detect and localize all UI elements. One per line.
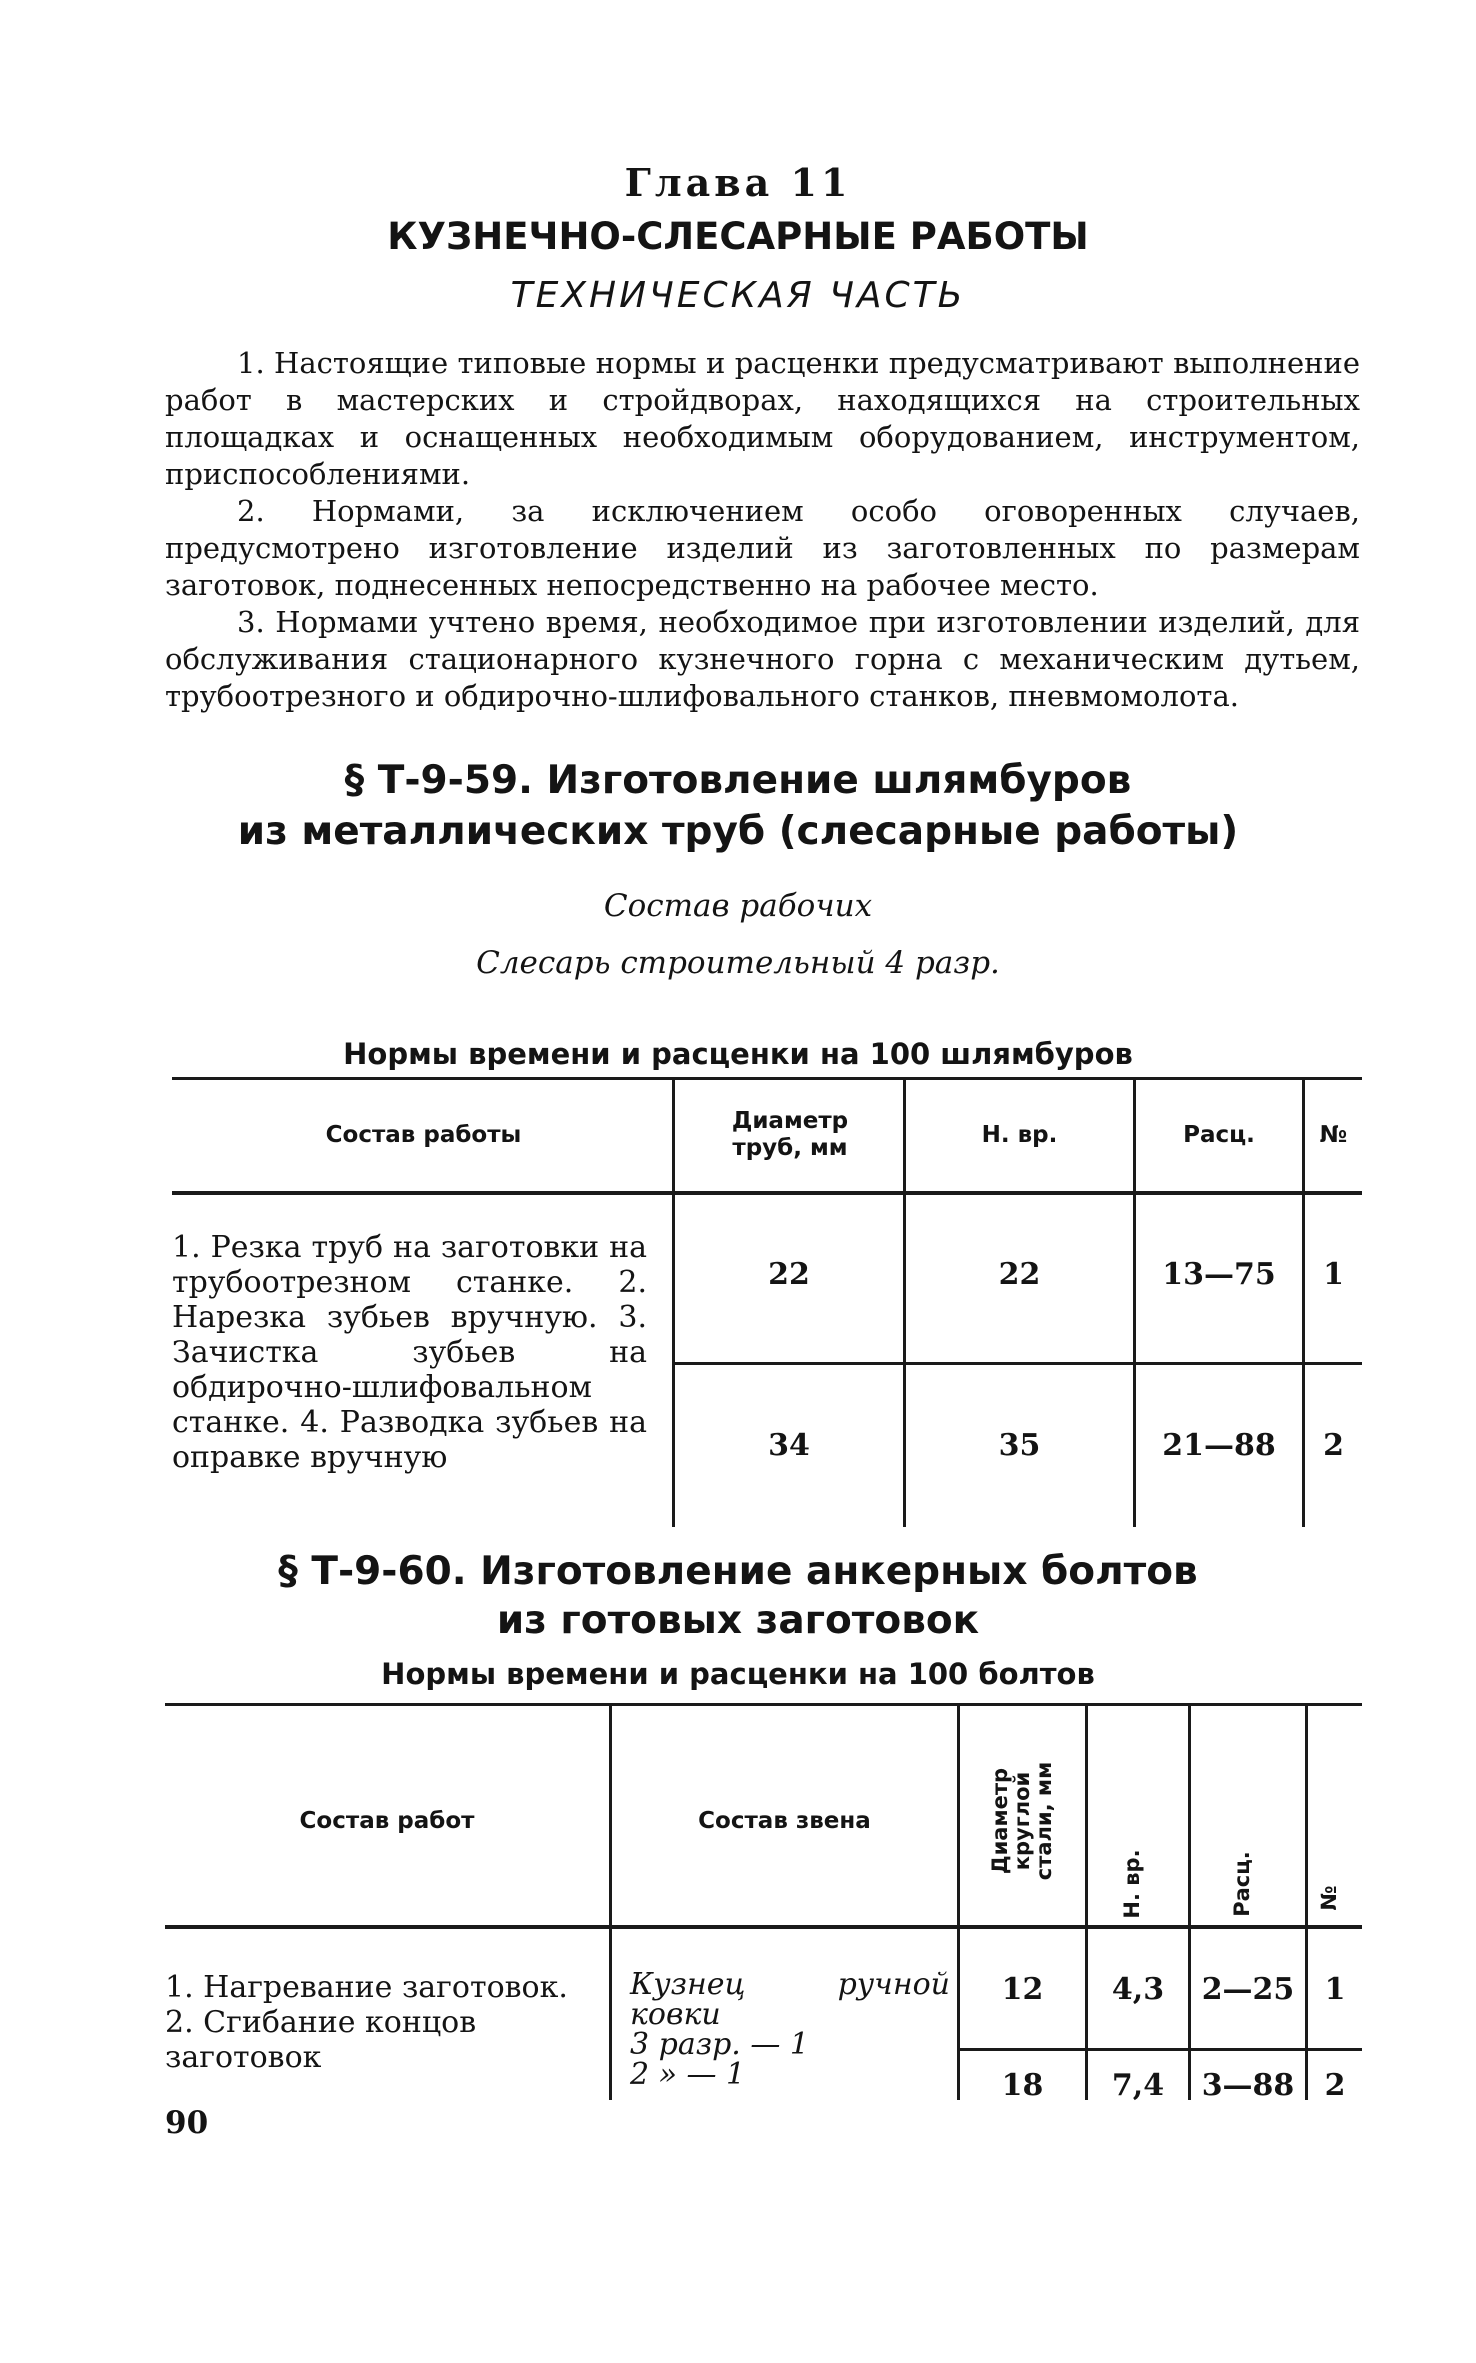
header-rate: Расц. (1183, 1122, 1255, 1148)
table-60-caption: Нормы времени и расценки на 100 болтов (381, 1657, 1095, 1691)
chapter-label: Глава 11 (624, 160, 852, 205)
header-diameter: Диаметр труб, мм (731, 1108, 849, 1161)
table-60-header-rule (165, 1925, 1362, 1929)
section-59-title-line1: § Т-9-59. Изготовление шлямбуров (344, 758, 1132, 803)
header-crew: Состав звена (698, 1808, 871, 1834)
header-work: Состав работ (299, 1808, 475, 1834)
paragraph-3: 3. Нормами учтено время, необходимое при изготовлении изделий, для обслуживания стационарного кузнечного горна с механическим дутьем, трубоотрезного и обдирочно-шлифовального станков, пневмомолота. (165, 605, 1360, 713)
technical-part-text (165, 345, 1360, 715)
header-work: Состав работы (325, 1122, 522, 1148)
row1-no: 1 (1323, 1257, 1344, 1292)
table-59-top-rule (172, 1077, 1362, 1080)
table-59-row-divider (672, 1362, 1362, 1365)
crew-cell (630, 1967, 950, 2092)
row1-no: 1 (1324, 1972, 1346, 2007)
section-60-title-line1: § Т-9-60. Изготовление анкерных болтов (278, 1549, 1198, 1594)
table-60-col-divider (1085, 1706, 1088, 2100)
chapter-title: КУЗНЕЧНО-СЛЕСАРНЫЕ РАБОТЫ (387, 215, 1089, 258)
table-60-row-divider (957, 2048, 1362, 2051)
table-59-header-rule (172, 1191, 1362, 1195)
row2-norm: 7,4 (1111, 2068, 1165, 2103)
section-59-title-line2: из металлических труб (слесарные работы) (237, 809, 1239, 854)
header-norm: Н. вр. (1120, 1849, 1144, 1919)
row1-rate: 2—25 (1201, 1972, 1295, 2007)
table-60-col-divider (1305, 1706, 1308, 2100)
row2-norm: 35 (998, 1428, 1041, 1463)
table-60-top-rule (165, 1703, 1362, 1706)
row2-diameter: 18 (1001, 2068, 1044, 2103)
row1-norm: 4,3 (1111, 1972, 1165, 2007)
crew-line-1: Кузнец ручной ковки (630, 1967, 950, 2032)
row2-diameter: 34 (768, 1428, 810, 1463)
row2-rate: 3—88 (1201, 2068, 1295, 2103)
crew-line-3: 2 » — 1 (630, 2057, 746, 2092)
row1-norm: 22 (998, 1257, 1041, 1292)
row2-rate: 21—88 (1162, 1428, 1276, 1463)
crew-composition: Слесарь строительный 4 разр. (476, 945, 1000, 981)
table-60-col-divider (957, 1706, 960, 2100)
row1-diameter: 12 (1001, 1972, 1044, 2007)
section-60-title-line2: из готовых заготовок (496, 1598, 980, 1643)
row2-no: 2 (1324, 2068, 1346, 2103)
work-description: 1. Резка труб на заготовки на трубоотрезном станке. 2. Нарезка зубьев вручную. 3. Зачистка зубьев на обдирочно-шлифовальном станке. 4. Разводка зубьев на оправке вручную (172, 1230, 647, 1475)
header-no: № (1319, 1122, 1348, 1148)
paragraph-2: 2. Нормами, за исключением особо оговоренных случаев, предусмотрено изготовление изделий из заготовленных по размерам заготовок, поднесенных непосредственно на рабочее место. (165, 494, 1360, 602)
header-rate: Расц. (1230, 1851, 1254, 1917)
row1-rate: 13—75 (1162, 1257, 1276, 1292)
paragraph-1: 1. Настоящие типовые нормы и расценки предусматривают выполнение работ в мастерских и стройдворах, находящихся на строительных площадках и оснащенных необходимым оборудованием, инструментом, приспособлениями. (165, 346, 1360, 491)
header-diameter: Диаметр круглой стали, мм (988, 1761, 1056, 1881)
technical-part-heading: ТЕХНИЧЕСКАЯ ЧАСТЬ (510, 275, 966, 316)
table-59-caption: Нормы времени и расценки на 100 шлямбуров (343, 1037, 1133, 1071)
row2-no: 2 (1323, 1428, 1344, 1463)
header-norm: Н. вр. (981, 1122, 1058, 1148)
table-60-col-divider (609, 1706, 612, 2100)
work-description: 1. Нагревание заготовок. 2. Сгибание концов заготовок (165, 1970, 568, 2075)
table-60-col-divider (1188, 1706, 1191, 2100)
header-no: № (1317, 1885, 1341, 1911)
row1-diameter: 22 (768, 1257, 810, 1292)
crew-line-2: 3 разр. — 1 (630, 2027, 809, 2062)
page-number: 90 (165, 2105, 209, 2141)
crew-heading: Состав рабочих (603, 888, 873, 924)
